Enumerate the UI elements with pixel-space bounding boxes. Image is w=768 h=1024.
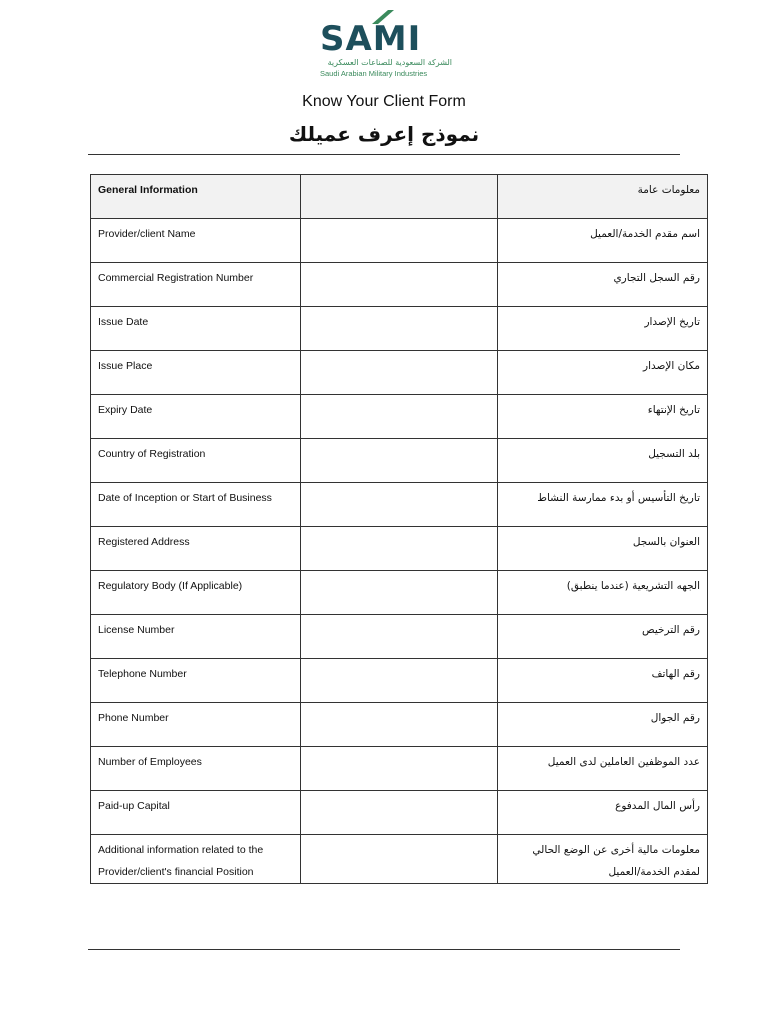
field-label-english: Telephone Number <box>91 659 301 703</box>
field-value-input[interactable] <box>301 527 498 571</box>
field-label-english: Provider/client Name <box>91 219 301 263</box>
table-row <box>91 395 708 439</box>
table-row <box>91 571 708 615</box>
table-row <box>91 791 708 835</box>
table-header-row <box>91 175 708 219</box>
field-label-english: Country of Registration <box>91 439 301 483</box>
field-label-arabic: رقم السجل التجاري <box>498 263 708 307</box>
field-label-arabic: رقم الجوال <box>498 703 708 747</box>
field-value-input[interactable] <box>301 791 498 835</box>
table-row <box>91 615 708 659</box>
field-label-english: Number of Employees <box>91 747 301 791</box>
field-label-arabic: معلومات مالية أخرى عن الوضع الحالي لمقدم الخدمة/العميل <box>498 835 708 884</box>
logo-arabic-name: الشركة السعودية للصناعات العسكرية <box>327 58 452 67</box>
logo-accent-icon <box>368 8 398 24</box>
form-title-english: Know Your Client Form <box>302 93 466 110</box>
table-row <box>91 351 708 395</box>
field-value-input[interactable] <box>301 747 498 791</box>
field-label-english: Registered Address <box>91 527 301 571</box>
sami-logo <box>318 8 452 78</box>
field-value-input[interactable] <box>301 307 498 351</box>
field-value-input[interactable] <box>301 571 498 615</box>
table-row <box>91 527 708 571</box>
field-label-arabic: رأس المال المدفوع <box>498 791 708 835</box>
bottom-divider <box>88 949 680 950</box>
table-row <box>91 219 708 263</box>
header-label-english: General Information <box>91 175 301 219</box>
field-label-english: Paid-up Capital <box>91 791 301 835</box>
table-row <box>91 307 708 351</box>
field-label-arabic: اسم مقدم الخدمة/العميل <box>498 219 708 263</box>
field-value-input[interactable] <box>301 395 498 439</box>
header-value-cell <box>301 175 498 219</box>
field-value-input[interactable] <box>301 219 498 263</box>
field-label-english: Issue Place <box>91 351 301 395</box>
field-value-input[interactable] <box>301 615 498 659</box>
header-label-arabic: معلومات عامة <box>498 175 708 219</box>
field-label-arabic: رقم الترخيص <box>498 615 708 659</box>
field-label-english: Commercial Registration Number <box>91 263 301 307</box>
table-row <box>91 835 708 884</box>
field-label-english: Date of Inception or Start of Business <box>91 483 301 527</box>
field-label-arabic: تاريخ التأسيس أو بدء ممارسة النشاط <box>498 483 708 527</box>
field-value-input[interactable] <box>301 483 498 527</box>
table-row <box>91 483 708 527</box>
field-label-arabic: بلد التسجيل <box>498 439 708 483</box>
field-label-arabic: عدد الموظفين العاملين لدى العميل <box>498 747 708 791</box>
field-label-english: License Number <box>91 615 301 659</box>
field-value-input[interactable] <box>301 439 498 483</box>
field-label-arabic: مكان الإصدار <box>498 351 708 395</box>
field-value-input[interactable] <box>301 263 498 307</box>
table-row <box>91 263 708 307</box>
field-label-arabic: تاريخ الإصدار <box>498 307 708 351</box>
client-info-table <box>90 174 708 884</box>
table-row <box>91 747 708 791</box>
logo-wordmark: SAMI <box>320 19 422 59</box>
field-label-arabic: العنوان بالسجل <box>498 527 708 571</box>
field-label-english: Expiry Date <box>91 395 301 439</box>
field-label-english: Regulatory Body (If Applicable) <box>91 571 301 615</box>
field-label-english: Additional information related to the Provider/client's financial Position <box>91 835 301 884</box>
field-label-english: Issue Date <box>91 307 301 351</box>
field-label-arabic: تاريخ الإنتهاء <box>498 395 708 439</box>
table-row <box>91 703 708 747</box>
field-label-english: Phone Number <box>91 703 301 747</box>
table-row <box>91 439 708 483</box>
field-value-input[interactable] <box>301 659 498 703</box>
field-value-input[interactable] <box>301 703 498 747</box>
field-value-input[interactable] <box>301 835 498 884</box>
top-divider <box>88 154 680 155</box>
field-label-arabic: الجهه التشريعية (عندما ينطبق) <box>498 571 708 615</box>
table-row <box>91 659 708 703</box>
logo-english-name: Saudi Arabian Military Industries <box>320 69 428 78</box>
form-title-arabic: نموذج إعرف عميلك <box>288 122 480 146</box>
field-label-arabic: رقم الهاتف <box>498 659 708 703</box>
field-value-input[interactable] <box>301 351 498 395</box>
